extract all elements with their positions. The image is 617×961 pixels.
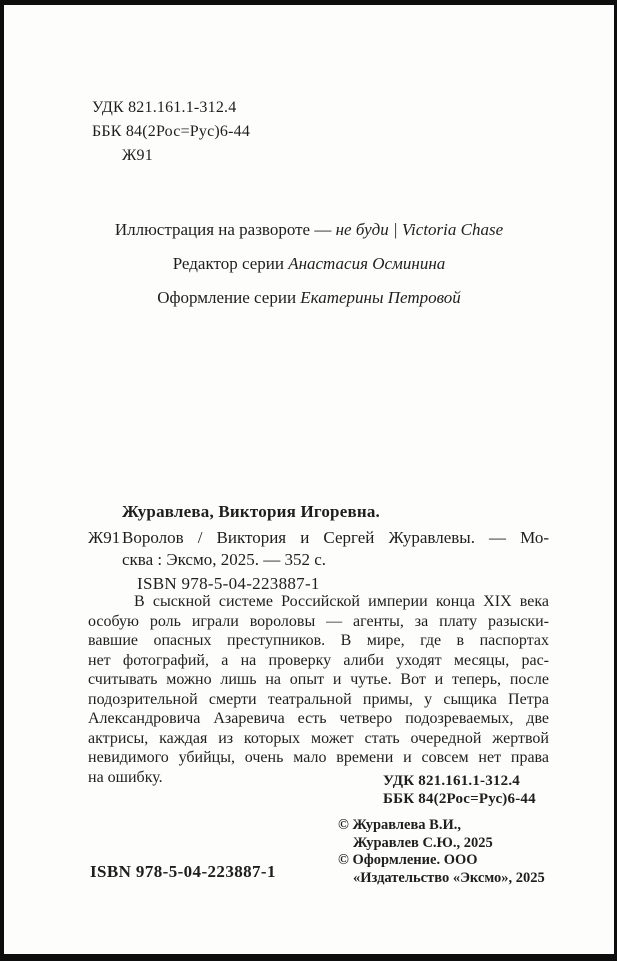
copyright-block: [338, 817, 545, 887]
series-design-credit: [4, 287, 614, 308]
paper: [4, 5, 614, 954]
author-code-top: Ж91: [122, 147, 153, 164]
series-editor-prefix: Редактор серии: [172, 254, 289, 273]
copyright-design-line1: © Оформление. ООО: [338, 852, 478, 868]
annotation-line: невидимого убийцы, очень мало времени и совсем нет права: [88, 749, 549, 766]
illustration-credit-value: не буди | Victoria Chase: [335, 220, 504, 239]
series-design-value: Екатерины Петровой: [300, 288, 461, 307]
annotation-line: на ошибку.: [88, 768, 163, 786]
classification-top-block: [92, 96, 250, 168]
udk-bottom-line: УДК 821.161.1-312.4: [383, 773, 520, 789]
catalog-author-header: Журавлева, Виктория Игоревна.: [122, 502, 380, 521]
catalog-card: [88, 502, 549, 595]
series-credits-block: [4, 219, 614, 321]
catalog-entry-line1: [88, 527, 549, 549]
copyright-authors-line2: Журавлев С.Ю., 2025: [353, 834, 493, 851]
annotation-line: считывать можно лишь на опыт и чутье. Вот и теперь, после: [88, 671, 549, 688]
bbk-bottom-line: ББК 84(2Рос=Рус)6-44: [383, 790, 536, 807]
classification-bottom-block: [383, 773, 536, 808]
catalog-author-code: Ж91: [88, 528, 121, 547]
series-editor-credit: [4, 253, 614, 274]
annotation-line: вавшие опасных преступников. В мире, где в паспортах: [88, 632, 549, 649]
annotation-line: нет фотографий, а на проверку алиби уходят месяцы, рас-: [88, 651, 549, 669]
copyright-authors-line1: © Журавлева В.И.,: [338, 817, 461, 833]
annotation-line: В сыскной системе Российской империи конца XIX века: [134, 593, 549, 610]
catalog-isbn: ISBN 978-5-04-223887-1: [137, 574, 320, 593]
series-editor-value: Анастасия Осминина: [288, 254, 446, 273]
annotation-paragraph: [88, 592, 549, 787]
annotation-line: особую роль играли вороловы — агенты, за плату разыски-: [88, 612, 549, 630]
series-design-prefix: Оформление серии: [157, 288, 301, 307]
catalog-entry-line2: сква : Эксмо, 2025. — 352 с.: [122, 550, 327, 569]
illustration-credit-prefix: Иллюстрация на развороте —: [114, 220, 336, 239]
catalog-entry-text: Воролов / Виктория и Сергей Журавлевы. — Мо-: [122, 528, 549, 547]
isbn-bottom: ISBN 978-5-04-223887-1: [90, 862, 276, 881]
bbk-top-line: ББК 84(2Рос=Рус)6-44: [92, 123, 251, 140]
illustration-credit: [4, 219, 614, 240]
copyright-design-line2: «Издательство «Эксмо», 2025: [353, 869, 545, 886]
udk-top-line: УДК 821.161.1-312.4: [92, 99, 237, 116]
annotation-line: Александровича Азаревича есть четверо подозреваемых, две: [88, 710, 549, 727]
annotation-line: актрисы, каждая из которых может стать очередной жертвой: [88, 729, 549, 747]
annotation-line: подозрительной смерти театральной примы, у сыщика Петра: [88, 690, 549, 708]
